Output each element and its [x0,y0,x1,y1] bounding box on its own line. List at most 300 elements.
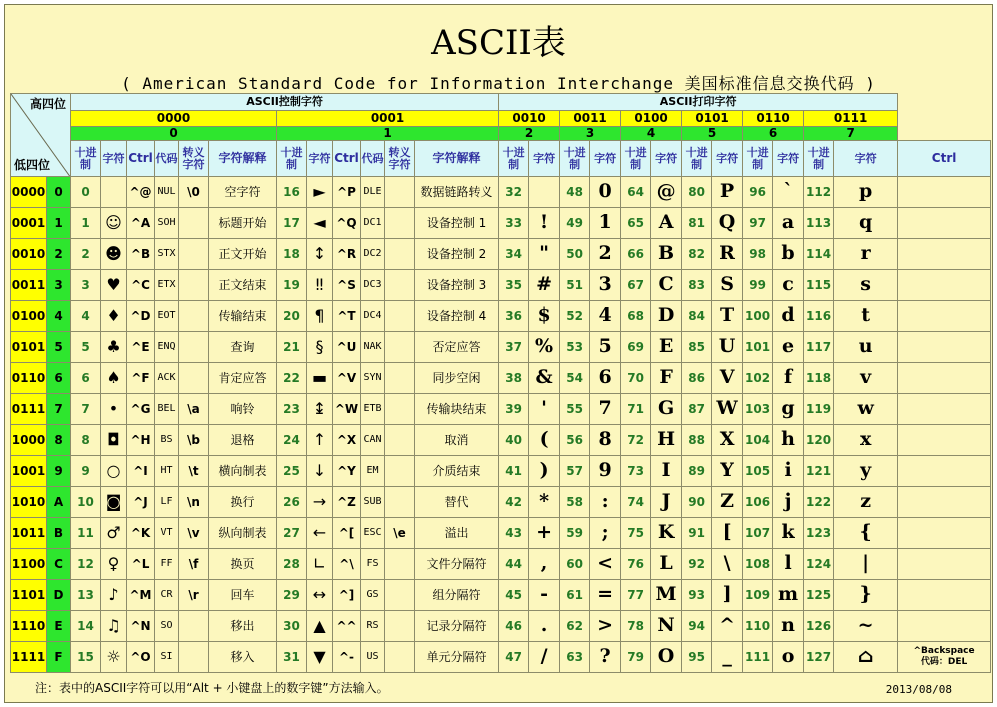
code-decimal: 4 [71,301,101,332]
low-nibble-hex: 6 [47,363,71,394]
ctrl-key: ^R [333,239,361,270]
code-decimal: 45 [499,580,529,611]
control-code: SUB [361,487,385,518]
code-decimal: 110 [743,611,773,642]
code-decimal: 14 [71,611,101,642]
code-decimal: 91 [682,518,712,549]
code-decimal: 79 [621,642,651,673]
del-note-line1: ^Backspace [913,646,975,657]
printable-char: Q [712,208,743,239]
printable-char: ^ [712,611,743,642]
printable-char: g [773,394,804,425]
control-symbol: ↔ [307,580,333,611]
low-nibble-binary: 0110 [11,363,47,394]
ctrl-key: ^P [333,177,361,208]
printable-char: ) [529,456,560,487]
code-decimal: 8 [71,425,101,456]
low-nibble-binary: 0010 [11,239,47,270]
control-code: NUL [155,177,179,208]
code-decimal: 18 [277,239,307,270]
control-code: CAN [361,425,385,456]
printable-char: t [834,301,898,332]
printable-char: 0 [590,177,621,208]
code-decimal: 55 [560,394,590,425]
control-description: 否定应答 [415,332,499,363]
code-decimal: 64 [621,177,651,208]
control-code: CR [155,580,179,611]
code-decimal: 66 [621,239,651,270]
control-description: 标题开始 [209,208,277,239]
ctrl-key: ^L [127,549,155,580]
control-code: ENQ [155,332,179,363]
low-nibble-hex: 9 [47,456,71,487]
code-decimal: 51 [560,270,590,301]
control-symbol: ♀ [101,549,127,580]
printable-char: c [773,270,804,301]
code-decimal: 96 [743,177,773,208]
control-description: 换页 [209,549,277,580]
control-code: DC2 [361,239,385,270]
code-decimal: 25 [277,456,307,487]
ctrl-key: ^T [333,301,361,332]
code-decimal: 121 [804,456,834,487]
printable-char: k [773,518,804,549]
code-decimal: 36 [499,301,529,332]
control-code: ETX [155,270,179,301]
control-symbol: ◄ [307,208,333,239]
code-decimal: 102 [743,363,773,394]
code-decimal: 5 [71,332,101,363]
code-decimal: 93 [682,580,712,611]
printable-char: i [773,456,804,487]
ctrl-key: ^@ [127,177,155,208]
printable-char: ⌂ [834,642,898,673]
printable-char: n [773,611,804,642]
printable-char: { [834,518,898,549]
control-description: 组分隔符 [415,580,499,611]
ctrl-key: ^I [127,456,155,487]
printable-char: > [590,611,621,642]
code-decimal: 50 [560,239,590,270]
code-decimal: 127 [804,642,834,673]
code-decimal: 23 [277,394,307,425]
ctrl-key: ^N [127,611,155,642]
control-symbol: ♪ [101,580,127,611]
printable-char: l [773,549,804,580]
high-nibble-decimal: 3 [560,127,621,141]
low-nibble-binary: 1110 [11,611,47,642]
printable-char: d [773,301,804,332]
code-decimal: 111 [743,642,773,673]
ctrl-key: ^A [127,208,155,239]
high-nibble-decimal: 6 [743,127,804,141]
control-code: FF [155,549,179,580]
control-symbol: ¶ [307,301,333,332]
printable-char: L [651,549,682,580]
control-code: SYN [361,363,385,394]
high-nibble-binary: 0100 [621,111,682,127]
code-decimal: 33 [499,208,529,239]
ctrl-key: ^F [127,363,155,394]
col-header-code: 代码 [361,141,385,177]
control-code: ETB [361,394,385,425]
code-decimal: 47 [499,642,529,673]
printable-char: a [773,208,804,239]
printable-char: 2 [590,239,621,270]
control-symbol: ♣ [101,332,127,363]
printable-char: q [834,208,898,239]
control-description: 退格 [209,425,277,456]
code-decimal: 83 [682,270,712,301]
control-symbol: ◘ [101,425,127,456]
control-symbol: ☼ [101,642,127,673]
code-decimal: 126 [804,611,834,642]
code-decimal: 106 [743,487,773,518]
low-nibble-binary: 0111 [11,394,47,425]
code-decimal: 26 [277,487,307,518]
printable-char: 7 [590,394,621,425]
ctrl-key: ^V [333,363,361,394]
code-decimal: 122 [804,487,834,518]
code-decimal: 115 [804,270,834,301]
code-decimal: 54 [560,363,590,394]
col-header-escape: 转义字符 [179,141,209,177]
corner-header [11,94,71,177]
printable-char: p [834,177,898,208]
control-code: SO [155,611,179,642]
escape-sequence [179,301,209,332]
high-nibble-decimal: 7 [804,127,898,141]
ctrl-key: ^K [127,518,155,549]
code-decimal: 42 [499,487,529,518]
code-decimal: 0 [71,177,101,208]
low-nibble-hex: C [47,549,71,580]
code-decimal: 7 [71,394,101,425]
code-decimal: 49 [560,208,590,239]
code-decimal: 97 [743,208,773,239]
table-row [11,127,991,141]
ctrl-cell [898,363,991,394]
printable-char [529,177,560,208]
code-decimal: 98 [743,239,773,270]
control-description: 文件分隔符 [415,549,499,580]
escape-sequence [179,611,209,642]
footer-note: 注：表中的ASCII字符可以用“Alt + 小键盘上的数字键”方法输入。 [35,681,389,695]
code-decimal: 92 [682,549,712,580]
ctrl-cell [898,239,991,270]
escape-sequence: \n [179,487,209,518]
control-symbol [101,177,127,208]
escape-sequence [179,239,209,270]
control-description: 介质结束 [415,456,499,487]
printable-char: # [529,270,560,301]
control-description: 查询 [209,332,277,363]
printable-char: e [773,332,804,363]
del-note-line2: 代码：DEL [920,657,968,667]
code-decimal: 73 [621,456,651,487]
table-row [11,332,991,363]
control-code: ESC [361,518,385,549]
control-symbol: ▼ [307,642,333,673]
col-header-dec: 十进制 [71,141,101,177]
low-nibble-binary: 1001 [11,456,47,487]
printable-char: N [651,611,682,642]
code-decimal: 16 [277,177,307,208]
printable-char: V [712,363,743,394]
table-row [11,94,991,111]
ctrl-key: ^X [333,425,361,456]
control-code: BS [155,425,179,456]
printable-char: 8 [590,425,621,456]
control-description: 设备控制 2 [415,239,499,270]
col-header-dec: 十进制 [682,141,712,177]
high-nibble-decimal: 5 [682,127,743,141]
ctrl-key: ^G [127,394,155,425]
control-symbol: ♦ [101,301,127,332]
code-decimal: 19 [277,270,307,301]
ctrl-cell [898,456,991,487]
code-decimal: 30 [277,611,307,642]
high-nibble-decimal: 2 [499,127,560,141]
printable-char: A [651,208,682,239]
ctrl-key: ^E [127,332,155,363]
table-row [11,425,991,456]
control-description: 肯定应答 [209,363,277,394]
printable-char: & [529,363,560,394]
ctrl-cell [898,394,991,425]
code-decimal: 65 [621,208,651,239]
code-decimal: 113 [804,208,834,239]
code-decimal: 13 [71,580,101,611]
printable-char: " [529,239,560,270]
code-decimal: 2 [71,239,101,270]
printable-char: = [590,580,621,611]
printable-char: x [834,425,898,456]
ctrl-key: ^B [127,239,155,270]
printable-char: o [773,642,804,673]
code-decimal: 85 [682,332,712,363]
code-decimal: 78 [621,611,651,642]
code-decimal: 9 [71,456,101,487]
control-description: 设备控制 3 [415,270,499,301]
col-header-char: 字符 [529,141,560,177]
high-nibble-binary: 0111 [804,111,898,127]
control-code: HT [155,456,179,487]
ctrl-key: ^Q [333,208,361,239]
code-decimal: 24 [277,425,307,456]
control-description: 数据链路转义 [415,177,499,208]
escape-sequence [179,363,209,394]
code-decimal: 123 [804,518,834,549]
ctrl-cell [898,208,991,239]
escape-sequence [385,487,415,518]
printable-char: v [834,363,898,394]
ctrl-key: ^[ [333,518,361,549]
col-header-ctrl: Ctrl [127,141,155,177]
control-symbol: → [307,487,333,518]
table-row [11,487,991,518]
printable-char: P [712,177,743,208]
control-description: 同步空闲 [415,363,499,394]
printable-char: 5 [590,332,621,363]
high-nibble-binary: 0010 [499,111,560,127]
escape-sequence [385,270,415,301]
low-nibble-hex: B [47,518,71,549]
control-code: EM [361,456,385,487]
high-nibble-binary: 0011 [560,111,621,127]
ctrl-key: ^J [127,487,155,518]
control-description: 设备控制 4 [415,301,499,332]
printable-char: J [651,487,682,518]
high-nibble-label: 高四位 [29,97,66,111]
low-nibble-hex: 8 [47,425,71,456]
code-decimal: 68 [621,301,651,332]
control-symbol: ↑ [307,425,333,456]
code-decimal: 6 [71,363,101,394]
code-decimal: 11 [71,518,101,549]
code-decimal: 69 [621,332,651,363]
control-code: DLE [361,177,385,208]
control-description: 记录分隔符 [415,611,499,642]
code-decimal: 41 [499,456,529,487]
control-description: 正文开始 [209,239,277,270]
control-symbol: ♠ [101,363,127,394]
code-decimal: 56 [560,425,590,456]
printable-char: 1 [590,208,621,239]
code-decimal: 62 [560,611,590,642]
printable-section-header: ASCII打印字符 [499,94,898,111]
printable-char: S [712,270,743,301]
page-subtitle: ( American Standard Code for Information Interchange 美国标准信息交换代码 ) [121,74,876,93]
code-decimal: 22 [277,363,307,394]
low-nibble-hex: 5 [47,332,71,363]
table-row [11,111,991,127]
col-header-dec: 十进制 [743,141,773,177]
printable-char: - [529,580,560,611]
code-decimal: 27 [277,518,307,549]
table-row [11,208,991,239]
col-header-dec: 十进制 [499,141,529,177]
table-row [11,394,991,425]
code-decimal: 31 [277,642,307,673]
high-nibble-binary: 0001 [277,111,499,127]
table-row [11,642,991,673]
printable-char: 6 [590,363,621,394]
high-nibble-binary: 0110 [743,111,804,127]
escape-sequence: \r [179,580,209,611]
code-decimal: 87 [682,394,712,425]
low-nibble-hex: 3 [47,270,71,301]
escape-sequence [385,394,415,425]
printable-char: / [529,642,560,673]
control-symbol: § [307,332,333,363]
col-header-dec: 十进制 [560,141,590,177]
printable-char: H [651,425,682,456]
high-nibble-decimal: 4 [621,127,682,141]
ctrl-cell [898,580,991,611]
control-symbol: ▬ [307,363,333,394]
control-description: 换行 [209,487,277,518]
ctrl-key: ^D [127,301,155,332]
code-decimal: 43 [499,518,529,549]
col-header-escape: 转义字符 [385,141,415,177]
control-code: SI [155,642,179,673]
code-decimal: 120 [804,425,834,456]
printable-char: 3 [590,270,621,301]
printable-char: % [529,332,560,363]
ctrl-cell [898,611,991,642]
low-nibble-binary: 1101 [11,580,47,611]
printable-char: : [590,487,621,518]
code-decimal: 119 [804,394,834,425]
code-decimal: 116 [804,301,834,332]
printable-char: + [529,518,560,549]
printable-char: [ [712,518,743,549]
code-decimal: 89 [682,456,712,487]
code-decimal: 29 [277,580,307,611]
printable-char: C [651,270,682,301]
printable-char: z [834,487,898,518]
code-decimal: 39 [499,394,529,425]
low-nibble-binary: 1000 [11,425,47,456]
code-decimal: 81 [682,208,712,239]
code-decimal: 77 [621,580,651,611]
printable-char: y [834,456,898,487]
footer-date: 2013/08/08 [885,683,952,696]
code-decimal: 40 [499,425,529,456]
ctrl-key: ^M [127,580,155,611]
ctrl-key: ^\ [333,549,361,580]
control-symbol: ∟ [307,549,333,580]
col-header-ctrl: Ctrl [898,141,991,177]
escape-sequence [385,642,415,673]
code-decimal: 20 [277,301,307,332]
escape-sequence [385,611,415,642]
control-symbol: ▲ [307,611,333,642]
escape-sequence: \v [179,518,209,549]
code-decimal: 38 [499,363,529,394]
escape-sequence [385,456,415,487]
escape-sequence [385,332,415,363]
low-nibble-binary: 0100 [11,301,47,332]
control-description: 正文结束 [209,270,277,301]
ctrl-key: ^H [127,425,155,456]
code-decimal: 21 [277,332,307,363]
escape-sequence [179,208,209,239]
ctrl-key: ^Z [333,487,361,518]
printable-char: W [712,394,743,425]
high-nibble-decimal: 0 [71,127,277,141]
low-nibble-hex: 2 [47,239,71,270]
code-decimal: 88 [682,425,712,456]
code-decimal: 94 [682,611,712,642]
printable-char: f [773,363,804,394]
code-decimal: 63 [560,642,590,673]
escape-sequence [385,301,415,332]
code-decimal: 34 [499,239,529,270]
printable-char: O [651,642,682,673]
escape-sequence [385,425,415,456]
printable-char: m [773,580,804,611]
control-code: DC4 [361,301,385,332]
control-symbol: ○ [101,456,127,487]
printable-char: ' [529,394,560,425]
code-decimal: 28 [277,549,307,580]
control-symbol: ↨ [307,394,333,425]
low-nibble-binary: 0101 [11,332,47,363]
control-description: 单元分隔符 [415,642,499,673]
escape-sequence: \b [179,425,209,456]
